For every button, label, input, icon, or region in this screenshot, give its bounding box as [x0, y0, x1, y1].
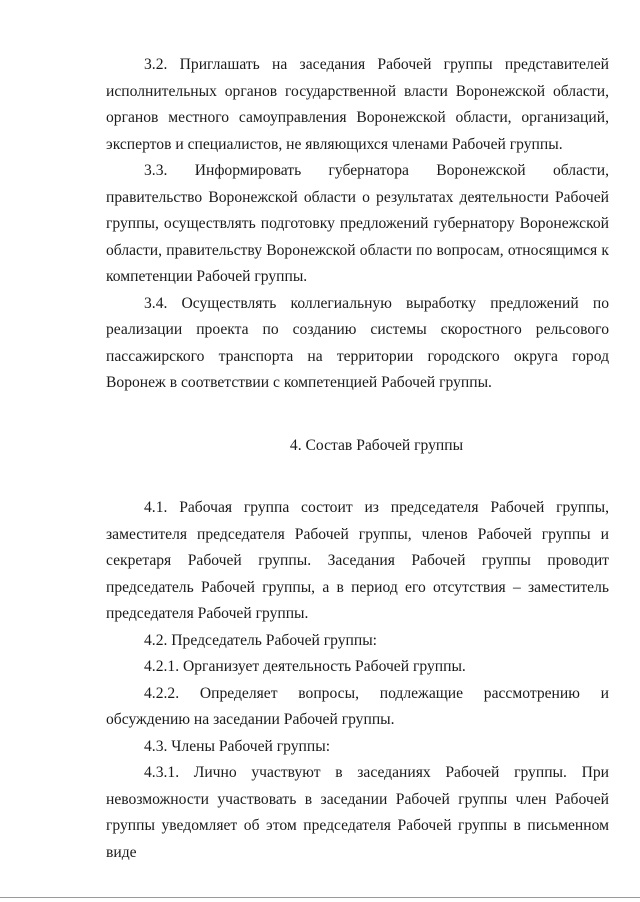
paragraph-4-2-2: 4.2.2. Определяет вопросы, подлежащие рассмотрению и обсуждению на заседании Рабочей группы.: [106, 684, 609, 728]
paragraph-3-4: 3.4. Осуществлять коллегиальную выработку предложений по реализации проекта по созданию системы скоростного рельсового пассажирского транспорта на территории городского округа город Воронеж в соответствии с компетенцией Рабочей группы.: [106, 294, 609, 391]
paragraph-4-3-1: 4.3.1. Лично участвуют в заседаниях Рабочей группы. При невозможности участвовать в заседании Рабочей группы член Рабочей группы уведомляет об этом председателя Рабочей группы в письменном виде: [106, 764, 609, 861]
document-page: [106, 52, 609, 866]
paragraph-3-3: 3.3. Информировать губернатора Воронежской области, правительство Воронежской области о результатах деятельности Рабочей группы, осуществлять подготовку предложений губернатору Воронежской области, правительству Воронежской области по вопросам, относящимся к компетенции Рабочей группы.: [106, 162, 609, 285]
section-heading-block: [106, 397, 609, 496]
paragraph-4-3: 4.3. Члены Рабочей группы:: [144, 737, 331, 755]
paragraph-4-2: 4.2. Председатель Рабочей группы:: [144, 631, 378, 649]
paragraph-4-1: 4.1. Рабочая группа состоит из председателя Рабочей группы, заместителя председателя Рабочей группы, членов Рабочей группы и секретаря Рабочей группы. Заседания Рабочей группы проводит председатель Рабочей группы, а в период его отсутствия – заместитель председателя Рабочей группы.: [106, 499, 609, 622]
page-bottom-edge: [0, 897, 640, 898]
section-heading: 4. Состав Рабочей группы: [289, 436, 464, 454]
paragraph-4-2-1: 4.2.1. Организует деятельность Рабочей группы.: [144, 658, 466, 675]
paragraph-3-2: 3.2. Приглашать на заседания Рабочей группы представителей исполнительных органов государственной власти Воронежской области, органов местного самоуправления Воронежской области, организаций, экспертов и специалистов, не являющихся членами Рабочей группы.: [106, 56, 609, 153]
